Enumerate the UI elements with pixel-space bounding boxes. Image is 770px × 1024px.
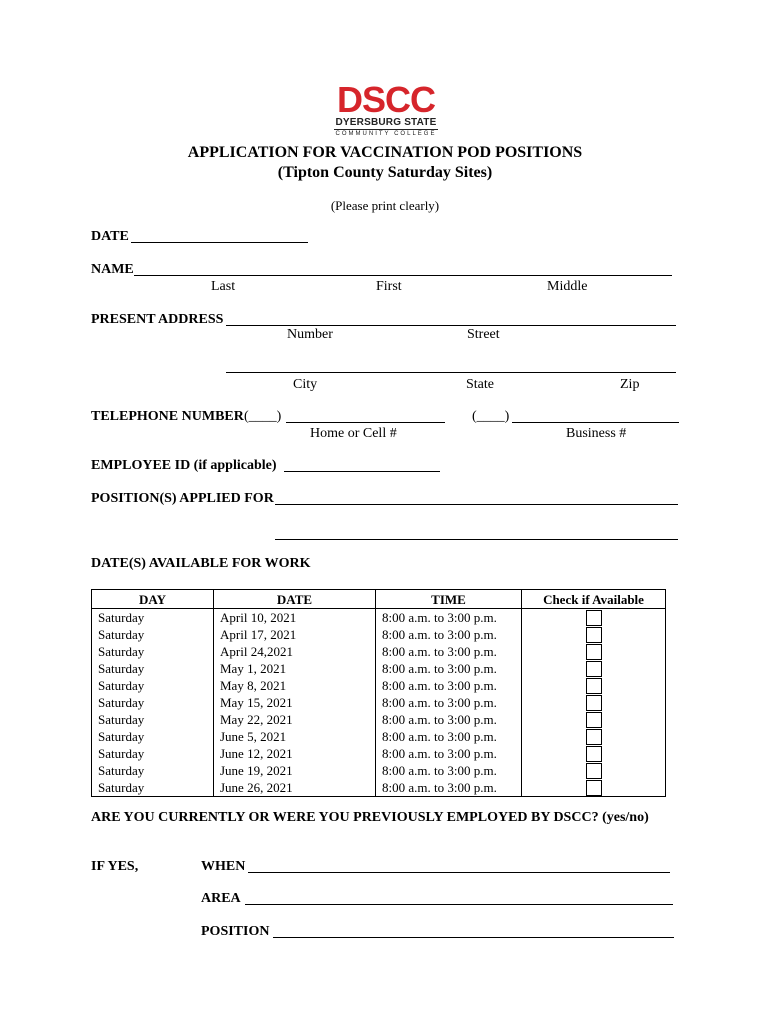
row-time: 8:00 a.m. to 3:00 p.m. xyxy=(376,660,522,677)
availability-checkbox[interactable] xyxy=(586,627,602,643)
phone-home-caption: Home or Cell # xyxy=(310,426,397,441)
phone-area-code-2: (____) xyxy=(472,409,510,424)
row-date: April 24,2021 xyxy=(214,643,376,660)
row-day: Saturday xyxy=(92,660,214,677)
table-row xyxy=(92,762,666,779)
position-field[interactable] xyxy=(273,937,674,938)
when-field[interactable] xyxy=(248,872,670,873)
row-date: May 15, 2021 xyxy=(214,694,376,711)
form-subtitle: (Tipton County Saturday Sites) xyxy=(277,164,493,181)
address-street-caption: Street xyxy=(467,327,500,342)
header-check: Check if Available xyxy=(522,590,666,609)
row-time: 8:00 a.m. to 3:00 p.m. xyxy=(376,643,522,660)
table-header-row xyxy=(92,590,666,609)
row-time: 8:00 a.m. to 3:00 p.m. xyxy=(376,779,522,797)
table-row xyxy=(92,626,666,643)
phone-label: TELEPHONE NUMBER xyxy=(91,409,244,424)
availability-checkbox[interactable] xyxy=(586,644,602,660)
employment-question: ARE YOU CURRENTLY OR WERE YOU PREVIOUSLY EMPLOYED BY DSCC? (yes/no) xyxy=(91,810,649,825)
logo-line-1: DYERSBURG STATE xyxy=(335,117,437,128)
row-date: June 19, 2021 xyxy=(214,762,376,779)
name-last-caption: Last xyxy=(211,279,236,294)
header-date: DATE xyxy=(214,590,376,609)
row-date: May 22, 2021 xyxy=(214,711,376,728)
employee-id-field[interactable] xyxy=(284,471,440,472)
row-time: 8:00 a.m. to 3:00 p.m. xyxy=(376,609,522,627)
dscc-logo xyxy=(332,79,440,140)
dates-available-label: DATE(S) AVAILABLE FOR WORK xyxy=(91,556,311,571)
row-day: Saturday xyxy=(92,779,214,797)
position-label: POSITION xyxy=(201,924,270,939)
date-field[interactable] xyxy=(131,242,308,243)
table-row xyxy=(92,677,666,694)
availability-checkbox[interactable] xyxy=(586,678,602,694)
header-time: TIME xyxy=(376,590,522,609)
print-instruction: (Please print clearly) xyxy=(330,198,440,213)
row-day: Saturday xyxy=(92,728,214,745)
row-time: 8:00 a.m. to 3:00 p.m. xyxy=(376,694,522,711)
row-day: Saturday xyxy=(92,694,214,711)
positions-label: POSITION(S) APPLIED FOR xyxy=(91,491,274,506)
address-label: PRESENT ADDRESS xyxy=(91,312,224,327)
row-date: May 1, 2021 xyxy=(214,660,376,677)
table-row xyxy=(92,711,666,728)
table-row xyxy=(92,660,666,677)
row-date: April 10, 2021 xyxy=(214,609,376,627)
availability-checkbox[interactable] xyxy=(586,610,602,626)
row-day: Saturday xyxy=(92,677,214,694)
name-field[interactable] xyxy=(134,275,672,276)
row-date: June 5, 2021 xyxy=(214,728,376,745)
availability-checkbox[interactable] xyxy=(586,661,602,677)
area-label: AREA xyxy=(201,891,241,906)
address-state-caption: State xyxy=(466,377,494,392)
header-day: DAY xyxy=(92,590,214,609)
availability-checkbox[interactable] xyxy=(586,695,602,711)
address-line-2-field[interactable] xyxy=(226,372,676,373)
row-day: Saturday xyxy=(92,626,214,643)
phone-business-field[interactable] xyxy=(512,422,679,423)
availability-table xyxy=(91,589,666,797)
row-date: May 8, 2021 xyxy=(214,677,376,694)
row-time: 8:00 a.m. to 3:00 p.m. xyxy=(376,762,522,779)
row-day: Saturday xyxy=(92,762,214,779)
row-time: 8:00 a.m. to 3:00 p.m. xyxy=(376,626,522,643)
availability-checkbox[interactable] xyxy=(586,729,602,745)
row-day: Saturday xyxy=(92,745,214,762)
phone-area-code-1: (____) xyxy=(244,409,282,424)
positions-field-2[interactable] xyxy=(275,539,678,540)
date-label: DATE xyxy=(91,229,129,244)
if-yes-label: IF YES, xyxy=(91,859,139,874)
positions-field-1[interactable] xyxy=(275,504,678,505)
row-date: June 26, 2021 xyxy=(214,779,376,797)
availability-rows xyxy=(92,609,666,797)
row-time: 8:00 a.m. to 3:00 p.m. xyxy=(376,745,522,762)
table-row xyxy=(92,643,666,660)
area-field[interactable] xyxy=(245,904,673,905)
row-time: 8:00 a.m. to 3:00 p.m. xyxy=(376,728,522,745)
name-first-caption: First xyxy=(376,279,402,294)
when-label: WHEN xyxy=(201,859,246,874)
logo-wordmark: DSCC xyxy=(336,79,435,120)
table-row xyxy=(92,609,666,627)
address-city-caption: City xyxy=(293,377,318,392)
table-row xyxy=(92,694,666,711)
name-middle-caption: Middle xyxy=(547,279,588,294)
availability-checkbox[interactable] xyxy=(586,763,602,779)
address-line-1-field[interactable] xyxy=(226,325,676,326)
row-time: 8:00 a.m. to 3:00 p.m. xyxy=(376,711,522,728)
phone-business-caption: Business # xyxy=(566,426,627,441)
phone-home-field[interactable] xyxy=(286,422,445,423)
row-date: April 17, 2021 xyxy=(214,626,376,643)
logo-line-2: COMMUNITY COLLEGE xyxy=(335,131,437,137)
row-date: June 12, 2021 xyxy=(214,745,376,762)
row-day: Saturday xyxy=(92,609,214,627)
table-row xyxy=(92,779,666,797)
availability-checkbox[interactable] xyxy=(586,780,602,796)
address-number-caption: Number xyxy=(287,327,333,342)
row-day: Saturday xyxy=(92,711,214,728)
employee-id-label: EMPLOYEE ID (if applicable) xyxy=(91,458,277,473)
table-row xyxy=(92,728,666,745)
row-day: Saturday xyxy=(92,643,214,660)
availability-checkbox[interactable] xyxy=(586,746,602,762)
name-label: NAME xyxy=(91,262,134,277)
table-row xyxy=(92,745,666,762)
availability-checkbox[interactable] xyxy=(586,712,602,728)
form-title: APPLICATION FOR VACCINATION POD POSITIONS xyxy=(187,144,583,161)
address-zip-caption: Zip xyxy=(620,377,640,392)
row-time: 8:00 a.m. to 3:00 p.m. xyxy=(376,677,522,694)
